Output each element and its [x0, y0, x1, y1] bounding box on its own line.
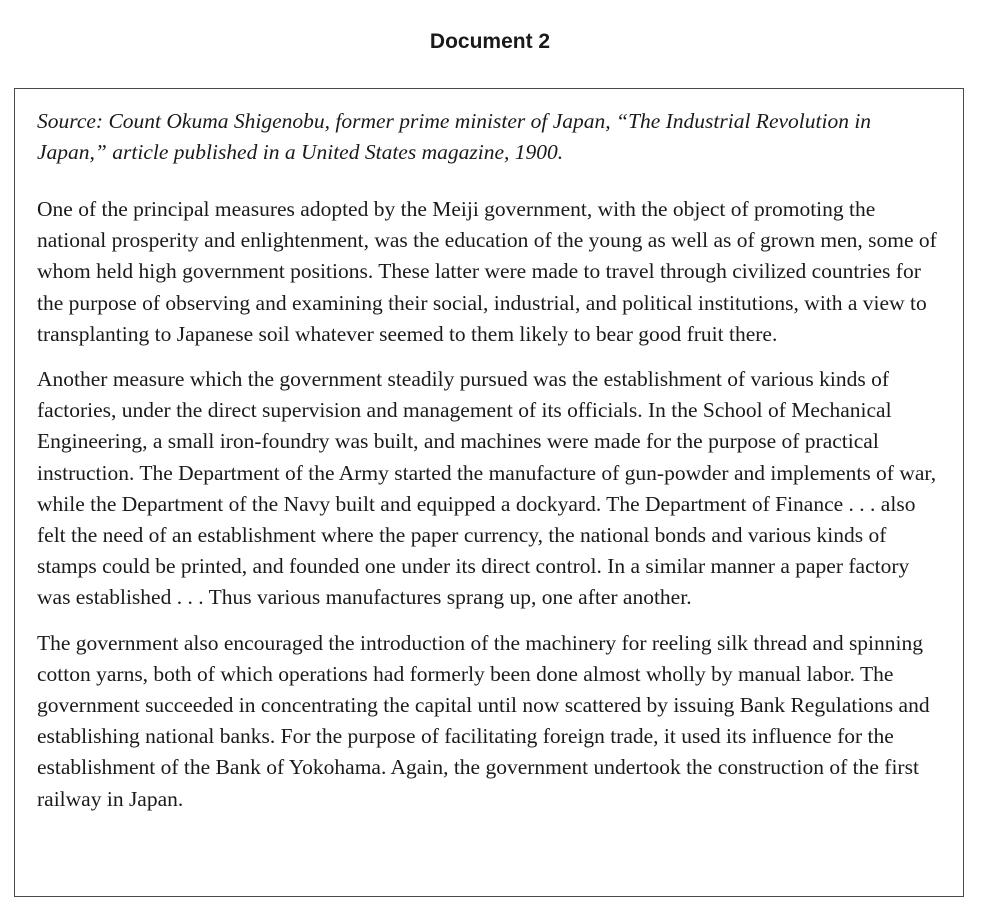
document-box: [14, 88, 964, 897]
document-heading: Document 2: [429, 30, 551, 53]
source-citation: Source: Count Okuma Shigenobu, former prime minister of Japan, “The Industrial Revolution in Japan,” article published in a United States magazine, 1900.: [37, 109, 872, 164]
paragraph-3: The government also encouraged the introduction of the machinery for reeling silk thread and spinning cotton yarns, both of which operations had formerly been done almost wholly by manual labor. The government succeeded in concentrating the capital until now scattered by issuing Bank Regulations and establishing national banks. For the purpose of facilitating foreign trade, it used its influence for the establishment of the Bank of Yokohama. Again, the government undertook the construction of the first railway in Japan.: [37, 630, 930, 811]
paragraph-1: One of the principal measures adopted by the Meiji government, with the object of promoting the national prosperity and enlightenment, was the education of the young as well as of grown men, some of whom held high government positions. These latter were made to travel through civilized countries for the purpose of observing and examining their social, industrial, and political institutions, with a view to transplanting to Japanese soil whatever seemed to them likely to bear good fruit there.: [37, 197, 937, 346]
paragraph-2: Another measure which the government steadily pursued was the establishment of various kinds of factories, under the direct supervision and management of its officials. In the School of Mechanical Engineering, a small iron-foundry was built, and machines were made for the purpose of practical instruction. The Department of the Army started the manufacture of gun-powder and implements of war, while the Department of the Navy built and equipped a dockyard. The Department of Finance . . . also felt the need of an establishment where the paper currency, the national bonds and various kinds of stamps could be printed, and founded one under its direct control. In a similar manner a paper factory was established . . . Thus various manufactures sprang up, one after another.: [37, 367, 937, 610]
